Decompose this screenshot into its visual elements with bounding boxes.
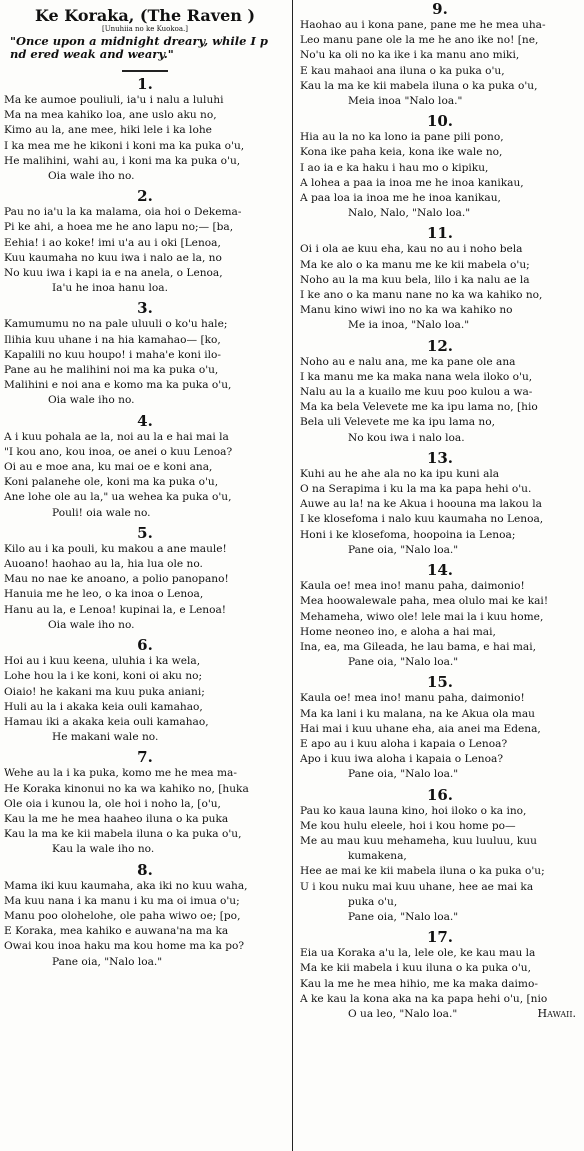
poem-line: Mea hoowalewale paha, mea olulo mai ke kai! bbox=[300, 595, 549, 608]
left-stanzas bbox=[4, 76, 286, 970]
poem-line: A ke kau la kona aka na ka papa hehi o'u, [nio bbox=[300, 992, 548, 1005]
poem-line: Manu poo olohelohe, ole paha wiwo oe; [po, bbox=[4, 909, 241, 922]
poem-line: Eehia! i ao koke! imi u'a au i oki [Lenoa, bbox=[4, 236, 221, 249]
poem-line: Home neoneo ino, e aloha a hai mai, bbox=[300, 625, 496, 638]
poem-line: Oiaio! he kakani ma kuu puka aniani; bbox=[4, 685, 205, 698]
poem-line: Ma na mea kahiko loa, ane uslo aku no, bbox=[4, 109, 217, 122]
poem-line: Kau la me he mea hihio, me ka maka daimo- bbox=[300, 977, 538, 990]
stanza bbox=[300, 674, 580, 782]
stanza-number: 16. bbox=[426, 785, 454, 804]
author-signature: Hawaii. bbox=[537, 1006, 576, 1020]
poem-line: Mama iki kuu kaumaha, aka iki no kuu waha, bbox=[4, 879, 248, 892]
poem-line: Kau la ma ke kii mabela iluna o ka puka o'u, bbox=[300, 79, 538, 92]
poem-line: He malihini, wahi au, i koni ma ka puka o'u, bbox=[4, 154, 241, 167]
poem-line: "I kou ano, kou inoa, oe anei o kuu Lenoa? bbox=[4, 445, 233, 458]
stanza-number: 15. bbox=[426, 673, 454, 692]
poem-line: Oia wale iho no. bbox=[48, 618, 135, 631]
poem-line: Ane lohe ole au la," ua wehea ka puka o'u, bbox=[4, 491, 232, 504]
poem-line: puka o'u, bbox=[348, 895, 398, 908]
poem-line: Huli au la i akaka keia ouli kamahao, bbox=[4, 700, 203, 713]
poem-line: O na Serapima i ku la ma ka papa hehi o'u. bbox=[300, 483, 532, 496]
stanza bbox=[4, 525, 286, 633]
poem-line: Oia wale iho no. bbox=[48, 394, 135, 407]
poem-line: Pane oia, "Nalo loa." bbox=[348, 768, 459, 781]
poem-line: kumakena, bbox=[348, 850, 407, 863]
poem-line: Mau no nae ke anoano, a polio panopano! bbox=[4, 573, 229, 586]
poem-line: No kou iwa i nalo loa. bbox=[348, 431, 465, 444]
stanza bbox=[300, 787, 580, 926]
right-stanzas bbox=[300, 1, 580, 1022]
poem-line: Noho au e nalu ana, me ka pane ole ana bbox=[300, 355, 516, 368]
poem-line: Eia ua Koraka a'u la, lele ole, ke kau mau la bbox=[300, 947, 536, 960]
poem-line: Meia inoa "Nalo loa." bbox=[348, 95, 463, 108]
poem-line: No kuu iwa i kapi ia e na anela, o Lenoa, bbox=[4, 267, 223, 280]
poem-line: Hia au la no ka lono ia pane pili pono, bbox=[300, 131, 504, 144]
poem-line: A lohea a paa ia inoa me he inoa kanikau, bbox=[300, 176, 524, 189]
poem-subtitle: [Unuhiia no ke Kuokoa.] bbox=[102, 25, 188, 33]
stanza bbox=[4, 413, 286, 521]
poem-line: Pane oia, "Nalo loa." bbox=[348, 543, 459, 556]
poem-line: Kuhi au he ahe ala no ka ipu kuni ala bbox=[300, 467, 500, 480]
stanza bbox=[300, 113, 580, 221]
poem-line: Lohe hou la i ke koni, koni oi aku no; bbox=[4, 670, 203, 683]
poem-line: Wehe au la i ka puka, komo me he mea ma- bbox=[4, 767, 237, 780]
poem-line: Hoi au i kuu keena, uluhia i ka wela, bbox=[4, 655, 201, 668]
stanza bbox=[300, 929, 580, 1022]
poem-line: Ma kuu nana i ka manu i ku ma oi imua o'u; bbox=[4, 894, 240, 907]
stanza bbox=[300, 562, 580, 670]
poem-line: Kaula oe! mea ino! manu paha, daimonio! bbox=[300, 692, 525, 705]
stanza-number: 6. bbox=[137, 636, 153, 655]
stanza-number: 3. bbox=[137, 299, 153, 318]
stanza-number: 4. bbox=[137, 411, 153, 430]
poem-line: Ilihia kuu uhane i na hia kamahao— [ko, bbox=[4, 333, 221, 346]
poem-line: Nalo, Nalo, "Nalo loa." bbox=[348, 207, 471, 220]
poem-line: Ma ka lani i ku malana, na ke Akua ola mau bbox=[300, 707, 535, 720]
poem-epigraph: "Once upon a midnight dreary, while I p nd ered weak and weary." bbox=[10, 34, 268, 61]
poem-title: Ke Koraka, (The Raven ) bbox=[34, 6, 256, 25]
poem-line: Me kou hulu eleele, hoi i kou home po— bbox=[300, 819, 516, 832]
stanza bbox=[4, 188, 286, 296]
poem-line: Haohao au i kona pane, pane me he mea uha- bbox=[300, 19, 546, 31]
poem-line: Mehameha, wiwo ole! lele mai la i kuu home, bbox=[300, 610, 544, 623]
left-column bbox=[0, 0, 290, 1151]
stanza bbox=[300, 225, 580, 333]
stanza-number: 11. bbox=[426, 224, 454, 243]
stanza bbox=[300, 338, 580, 446]
stanza-number: 10. bbox=[426, 112, 454, 131]
poem-line: Hanuia me he leo, o ka inoa o Lenoa, bbox=[4, 588, 204, 601]
poem-line: I ao ia e ka haku i hau mo o kipiku, bbox=[300, 161, 489, 174]
poem-line: Kapalili no kuu houpo! i maha'e koni ilo- bbox=[4, 348, 221, 361]
poem-line: A i kuu pohala ae la, noi au la e hai mai la bbox=[4, 430, 229, 443]
poem-line: Auwe au la! na ke Akua i hoouna ma lakou la bbox=[300, 498, 542, 511]
column-divider bbox=[292, 0, 293, 1151]
stanza-number: 17. bbox=[426, 928, 454, 947]
poem-line: U i kou nuku mai kuu uhane, hee ae mai ka bbox=[300, 880, 534, 893]
poem-line: E Koraka, mea kahiko e auwana'na ma ka bbox=[4, 925, 229, 938]
stanza-number: 12. bbox=[426, 336, 454, 355]
poem-line: Bela uli Velevete me ka ipu lama no, bbox=[300, 416, 495, 429]
poem-line: Manu kino wiwi ino no ka wa kahiko no bbox=[300, 304, 513, 317]
poem-line: Me ia inoa, "Nalo loa." bbox=[348, 319, 470, 332]
poem-line: Oia wale iho no. bbox=[48, 170, 135, 183]
stanza bbox=[4, 749, 286, 857]
poem-line: I ke klosefoma i nalo kuu kaumaha no Lenoa, bbox=[300, 513, 544, 526]
poem-line: I ke ano o ka manu nane no ka wa kahiko no, bbox=[300, 289, 543, 302]
poem-line: E kau mahaoi ana iluna o ka puka o'u, bbox=[300, 64, 505, 77]
poem-line: Pau ko kaua launa kino, hoi iloko o ka ino, bbox=[300, 804, 527, 817]
poem-line: Me au mau kuu mehameha, kuu luuluu, kuu bbox=[300, 834, 537, 847]
poem-line: Kuu kaumaha no kuu iwa i nalo ae la, no bbox=[4, 251, 222, 264]
right-column bbox=[296, 0, 584, 1151]
poem-line: No'u ka oli no ka ike i ka manu ano miki, bbox=[300, 49, 520, 62]
poem-line: He makani wale no. bbox=[52, 731, 159, 744]
poem-line: Hee ae mai ke kii mabela iluna o ka puka o'u; bbox=[300, 865, 545, 878]
poem-line: Ia'u he inoa hanu loa. bbox=[52, 282, 168, 295]
poem-line: Pane oia, "Nalo loa." bbox=[348, 656, 459, 669]
stanza-number: 2. bbox=[137, 187, 153, 206]
poem-line: E apo au i kuu aloha i kapaia o Lenoa? bbox=[300, 737, 508, 750]
poem-line: Leo manu pane ole la me he ano ike no! [ne, bbox=[300, 34, 539, 47]
poem-line: Apo i kuu iwa aloha i kapaia o Lenoa? bbox=[300, 753, 503, 766]
stanza bbox=[4, 862, 286, 970]
poem-line: Ole oia i kunou la, ole hoi i noho la, [o'u, bbox=[4, 797, 221, 810]
poem-line: Kona ike paha keia, kona ike wale no, bbox=[300, 146, 503, 159]
poem-line: Ina, ea, ma Gileada, he lau bama, e hai mai, bbox=[300, 640, 536, 653]
stanza bbox=[4, 300, 286, 408]
poem-line: Hanu au la, e Lenoa! kupinai la, e Lenoa! bbox=[4, 603, 227, 616]
poem-line: Nalu au la a kuailo me kuu poo kulou a wa- bbox=[300, 386, 533, 399]
stanza-number: 13. bbox=[426, 448, 454, 467]
stanza-number: 5. bbox=[137, 523, 153, 542]
poem-line: Malihini e noi ana e komo ma ka puka o'u, bbox=[4, 379, 232, 392]
stanza-number: 9. bbox=[432, 0, 448, 18]
poem-line: Owai kou inoa haku ma kou home ma ka po? bbox=[4, 940, 245, 953]
poem-line: Noho au la ma kuu bela, lilo i ka nalu ae la bbox=[300, 273, 530, 286]
stanza-number: 14. bbox=[426, 561, 454, 580]
poem-line: Kau la wale iho no. bbox=[52, 843, 155, 856]
poem-line: Kamumumu no na pale uluuli o ko'u hale; bbox=[4, 318, 228, 331]
poem-line: Pane oia, "Nalo loa." bbox=[348, 910, 459, 923]
poem-line: I ka mea me he kikoni i koni ma ka puka o'u, bbox=[4, 139, 245, 152]
poem-line: Ma ke alo o ka manu me ke kii mabela o'u; bbox=[300, 258, 530, 271]
poem-line: He Koraka kinonui no ka wa kahiko no, [huka bbox=[4, 782, 249, 795]
stanza bbox=[4, 76, 286, 184]
stanza bbox=[4, 637, 286, 745]
stanza-number: 8. bbox=[137, 860, 153, 879]
poem-line: Honi i ke klosefoma, hoopoina ia Lenoa; bbox=[300, 528, 516, 541]
poem-line: Oi i ola ae kuu eha, kau no au i noho bela bbox=[300, 243, 523, 256]
poem-line: Pane au he malihini noi ma ka puka o'u, bbox=[4, 364, 219, 377]
poem-line: Pi ke ahi, a hoea me he ano lapu no;— [ba, bbox=[4, 221, 234, 234]
stanza-number: 1. bbox=[137, 75, 153, 93]
stanza-number: 7. bbox=[137, 748, 153, 767]
poem-line: Auoano! haohao au la, hia lua ole no. bbox=[4, 558, 203, 571]
title-divider bbox=[122, 70, 168, 72]
poem-line: A paa loa ia inoa me he inoa kanikau, bbox=[300, 192, 501, 205]
poem-line: I ka manu me ka maka nana wela iloko o'u, bbox=[300, 370, 533, 383]
poem-line: Kau la ma ke kii mabela iluna o ka puka o'u, bbox=[4, 828, 242, 841]
poem-line: Pouli! oia wale no. bbox=[52, 506, 151, 519]
poem-line: O ua leo, "Nalo loa." bbox=[348, 1007, 458, 1020]
poem-line: Oi au e moe ana, ku mai oe e koni ana, bbox=[4, 461, 213, 474]
poem-line: Hai mai i kuu uhane eha, aia anei ma Edena, bbox=[300, 722, 541, 735]
poem-line: Kimo au la, ane mee, hiki lele i ka lohe bbox=[4, 124, 212, 137]
poem-line: Ma ke kii mabela i kuu iluna o ka puka o'u, bbox=[300, 962, 531, 975]
poem-line: Ma ka bela Velevete me ka ipu lama no, [hio bbox=[300, 401, 538, 414]
stanza bbox=[300, 1, 580, 109]
poem-line: Kilo au i ka pouli, ku makou a ane maule! bbox=[4, 542, 227, 555]
poem-line: Koni palanehe ole, koni ma ka puka o'u, bbox=[4, 476, 219, 489]
poem-line: Kau la me he mea haaheo iluna o ka puka bbox=[4, 812, 229, 825]
poem-line: Ma ke aumoe pouliuli, ia'u i nalu a luluhi bbox=[4, 94, 224, 106]
poem-line: Kaula oe! mea ino! manu paha, daimonio! bbox=[300, 580, 525, 593]
poem-line: Pane oia, "Nalo loa." bbox=[52, 955, 163, 968]
stanza bbox=[300, 450, 580, 558]
poem-line: Hamau iki a akaka keia ouli kamahao, bbox=[4, 715, 209, 728]
poem-line: Pau no ia'u la ka malama, oia hoi o Dekema- bbox=[4, 206, 242, 219]
